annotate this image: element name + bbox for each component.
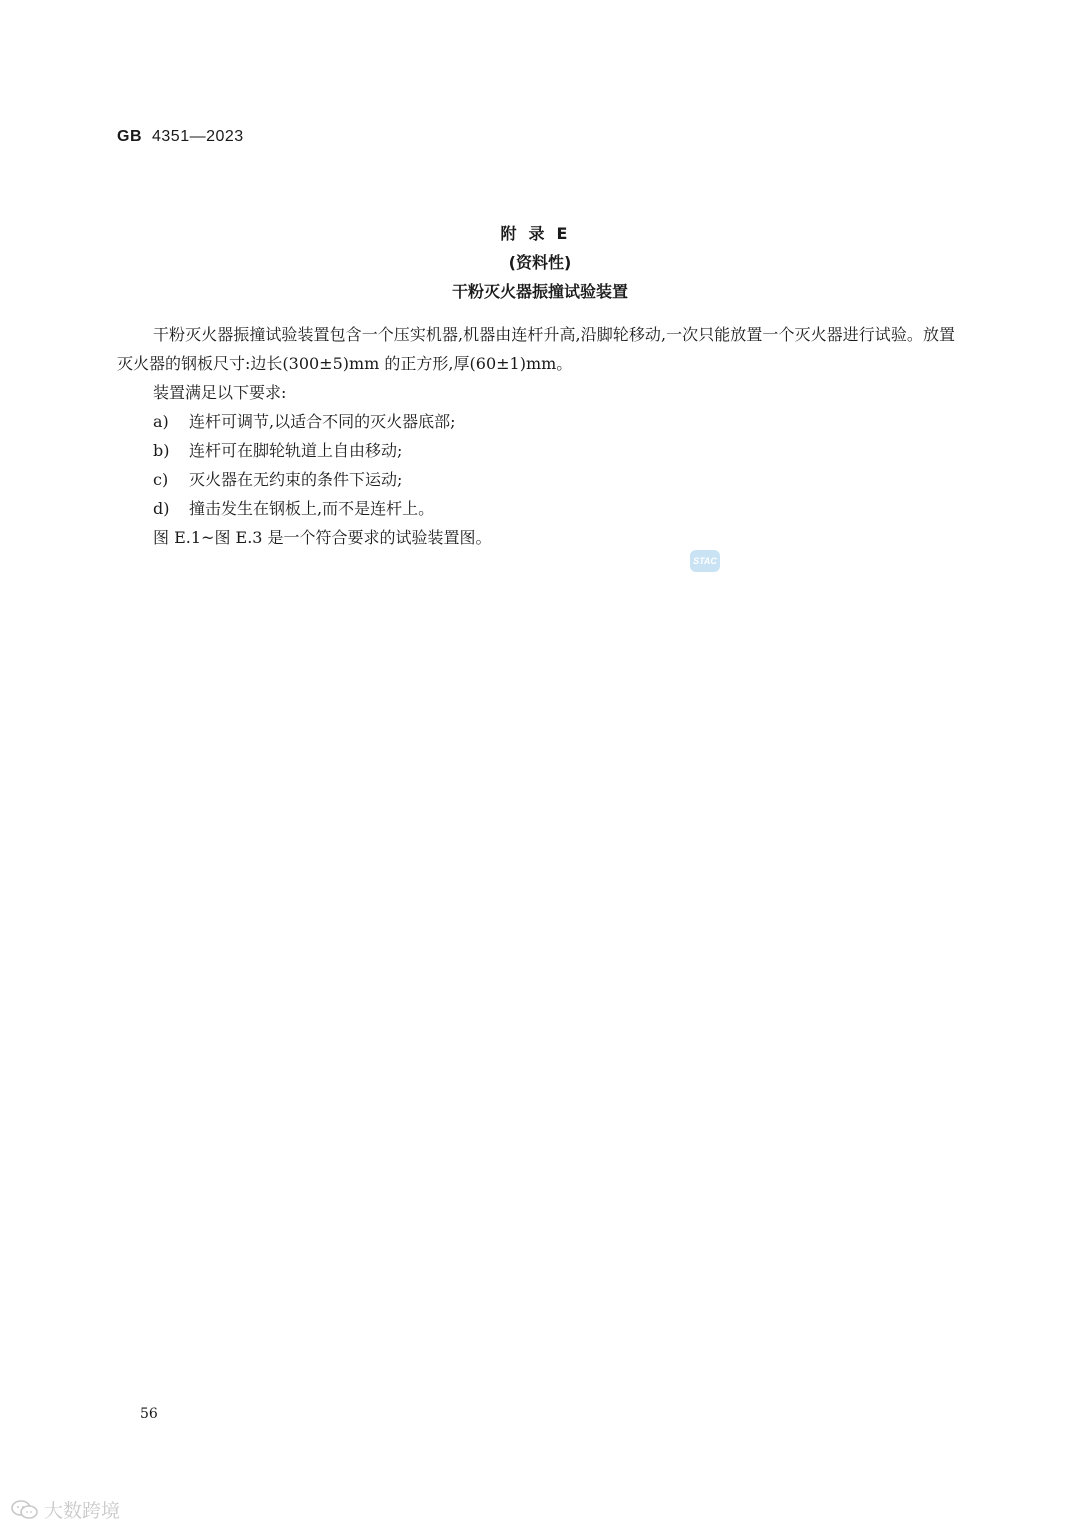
standard-prefix: GB [117, 128, 142, 145]
list-item [117, 465, 955, 494]
watermark-text: 大数跨境 [44, 1500, 121, 1522]
appendix-nature: (资料性) [508, 253, 572, 272]
standard-number: 4351—2023 [152, 128, 244, 145]
appendix-body [117, 320, 955, 552]
paragraph-description: 干粉灭火器振撞试验装置包含一个压实机器,机器由连杆升高,沿脚轮移动,一次只能放置一个灭火器进行试验。放置灭火器的钢板尺寸:边长(300±5)mm 的正方形,厚(60±1)mm。 [117, 325, 955, 373]
list-item-label: a) [153, 412, 169, 431]
list-item-text: 撞击发生在钢板上,而不是连杆上。 [189, 499, 435, 518]
list-item-text: 连杆可在脚轮轨道上自由移动; [189, 441, 403, 460]
list-item [117, 407, 955, 436]
watermark [10, 1496, 120, 1523]
list-item [117, 436, 955, 465]
list-item-label: b) [153, 441, 170, 460]
list-item [117, 494, 955, 523]
list-item-text: 连杆可调节,以适合不同的灭火器底部; [189, 412, 456, 431]
stac-watermark-logo: STAC [690, 550, 720, 572]
list-item-label: c) [153, 470, 169, 489]
standard-code [117, 128, 244, 146]
wechat-logo-icon [10, 1499, 40, 1521]
list-item-label: d) [153, 499, 170, 518]
appendix-heading: 附录E [500, 224, 580, 243]
list-item-text: 灭火器在无约束的条件下运动; [189, 470, 403, 489]
appendix-title: 干粉灭火器振撞试验装置 [451, 282, 628, 301]
paragraph-requirements-intro: 装置满足以下要求: [153, 383, 287, 402]
page-number: 56 [140, 1406, 158, 1422]
paragraph-figure-reference: 图 E.1~图 E.3 是一个符合要求的试验装置图。 [153, 528, 492, 547]
appendix-title-block [0, 222, 1080, 309]
